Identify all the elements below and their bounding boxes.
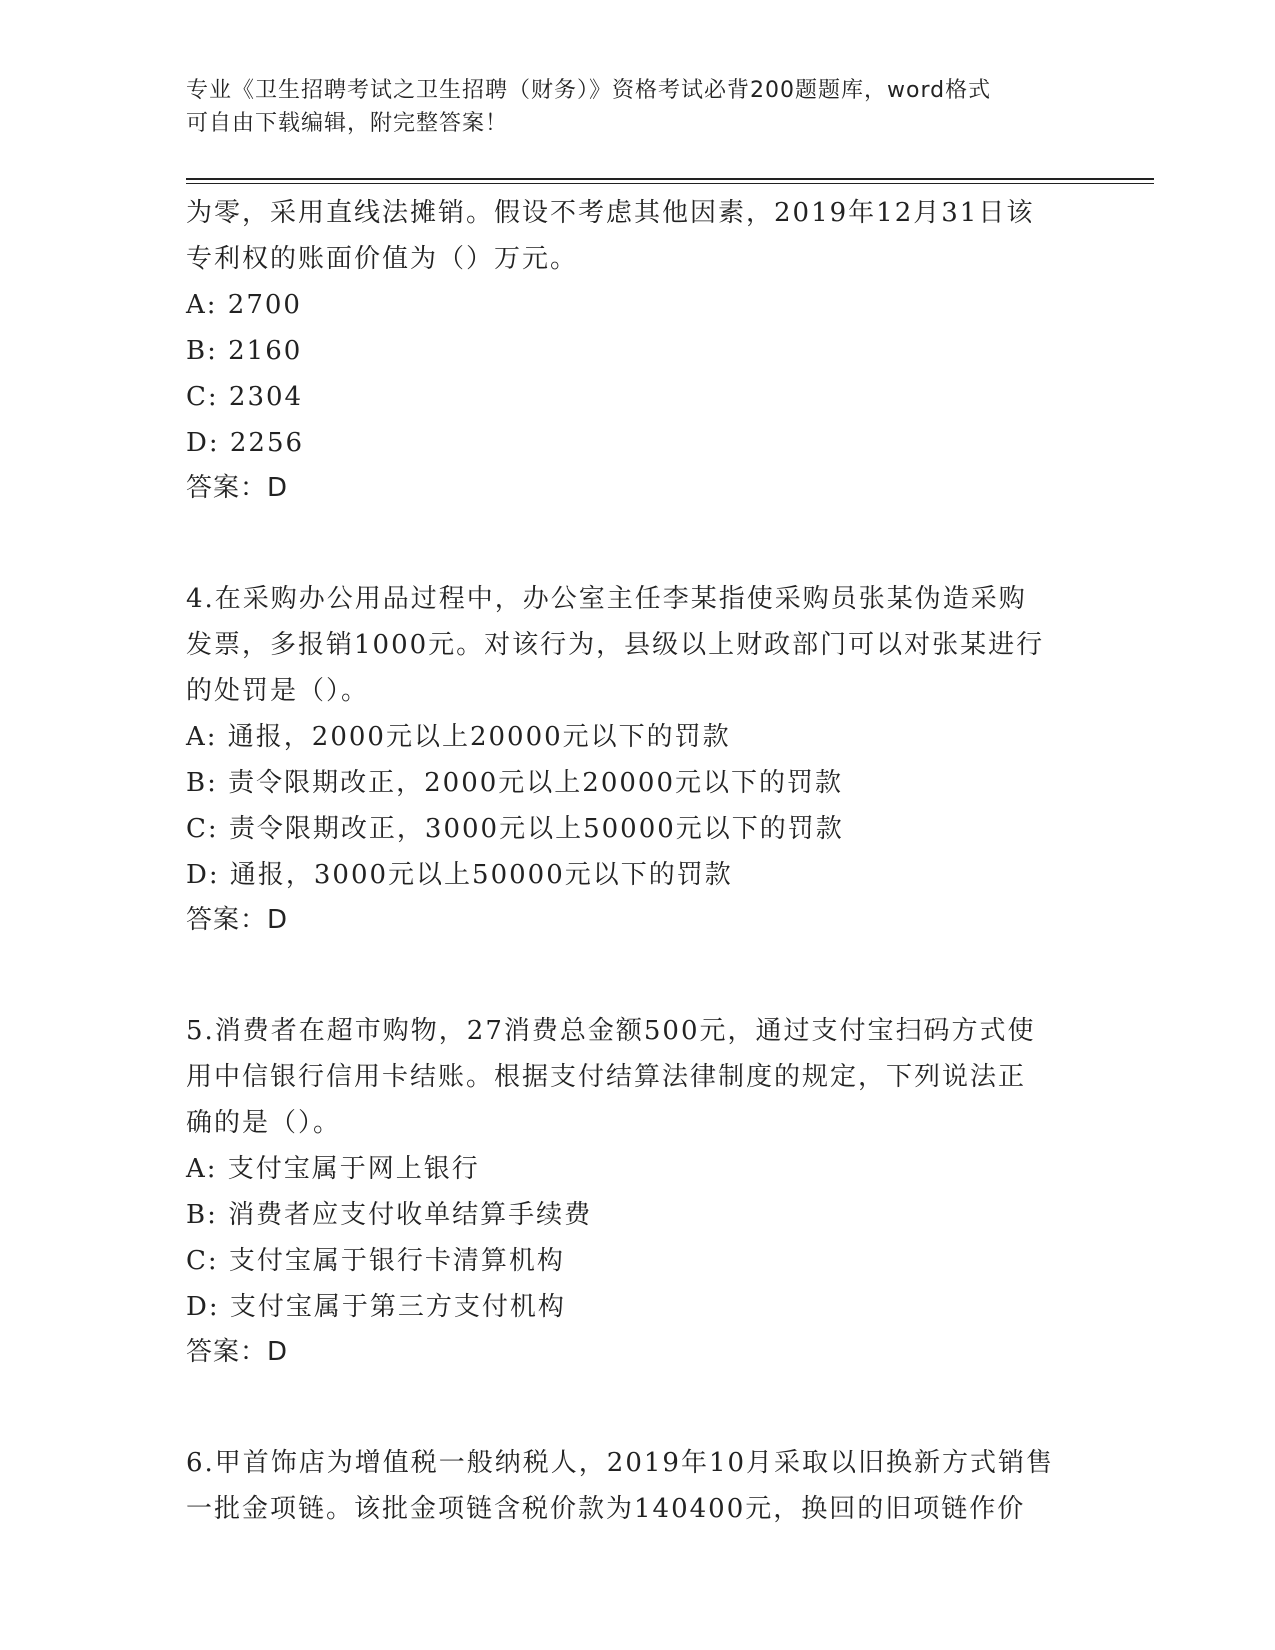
question-4-text-line: 4.在采购办公用品过程中，办公室主任李某指使采购员张某伪造采购 [186, 584, 1027, 614]
question-3 [186, 190, 1086, 510]
question-4-answer: 答案：D [186, 905, 289, 935]
question-4 [186, 576, 1086, 942]
question-5 [186, 1008, 1086, 1374]
question-4-option-b: B: 责令限期改正，2000元以上20000元以下的罚款 [186, 768, 844, 798]
question-3-option-c: C: 2304 [186, 382, 304, 412]
question-4-text-line: 的处罚是（）。 [186, 676, 370, 706]
question-content [186, 190, 1086, 1532]
header-divider-thick [186, 178, 1154, 180]
question-3-answer: 答案：D [186, 473, 289, 503]
document-header [186, 74, 1086, 140]
header-title-line-1: 专业《卫生招聘考试之卫生招聘（财务）》资格考试必背200题题库，word格式 [186, 78, 992, 103]
header-divider-thin [186, 183, 1154, 184]
question-5-text-line: 5.消费者在超市购物，27消费总金额500元，通过支付宝扫码方式使 [186, 1016, 1036, 1046]
header-title-line-2: 可自由下载编辑，附完整答案！ [186, 111, 509, 136]
question-5-option-b: B: 消费者应支付收单结算手续费 [186, 1200, 593, 1230]
question-3-option-a: A: 2700 [186, 290, 302, 320]
question-4-text-line: 发票，多报销1000元。对该行为，县级以上财政部门可以对张某进行 [186, 630, 1045, 660]
question-3-option-d: D: 2256 [186, 428, 305, 458]
question-3-text-line: 专利权的账面价值为（）万元。 [186, 244, 579, 274]
question-4-option-c: C: 责令限期改正，3000元以上50000元以下的罚款 [186, 814, 844, 844]
question-spacer [186, 510, 1086, 576]
question-6 [186, 1440, 1086, 1532]
question-5-option-d: D: 支付宝属于第三方支付机构 [186, 1292, 566, 1322]
question-spacer [186, 1374, 1086, 1440]
question-6-text-line: 6.甲首饰店为增值税一般纳税人，2019年10月采取以旧换新方式销售 [186, 1448, 1055, 1478]
question-6-text-line: 一批金项链。该批金项链含税价款为140400元，换回的旧项链作价 [186, 1494, 1026, 1524]
question-5-text-line: 用中信银行信用卡结账。根据支付结算法律制度的规定，下列说法正 [186, 1062, 1027, 1092]
question-5-option-c: C: 支付宝属于银行卡清算机构 [186, 1246, 565, 1276]
question-4-option-d: D: 通报，3000元以上50000元以下的罚款 [186, 860, 733, 890]
question-3-text-line: 为零，采用直线法摊销。假设不考虑其他因素，2019年12月31日该 [186, 198, 1035, 228]
question-5-text-line: 确的是（）。 [186, 1108, 342, 1138]
question-5-option-a: A: 支付宝属于网上银行 [186, 1154, 480, 1184]
question-4-option-a: A: 通报，2000元以上20000元以下的罚款 [186, 722, 731, 752]
question-5-answer: 答案：D [186, 1337, 289, 1367]
question-spacer [186, 942, 1086, 1008]
question-3-option-b: B: 2160 [186, 336, 303, 366]
